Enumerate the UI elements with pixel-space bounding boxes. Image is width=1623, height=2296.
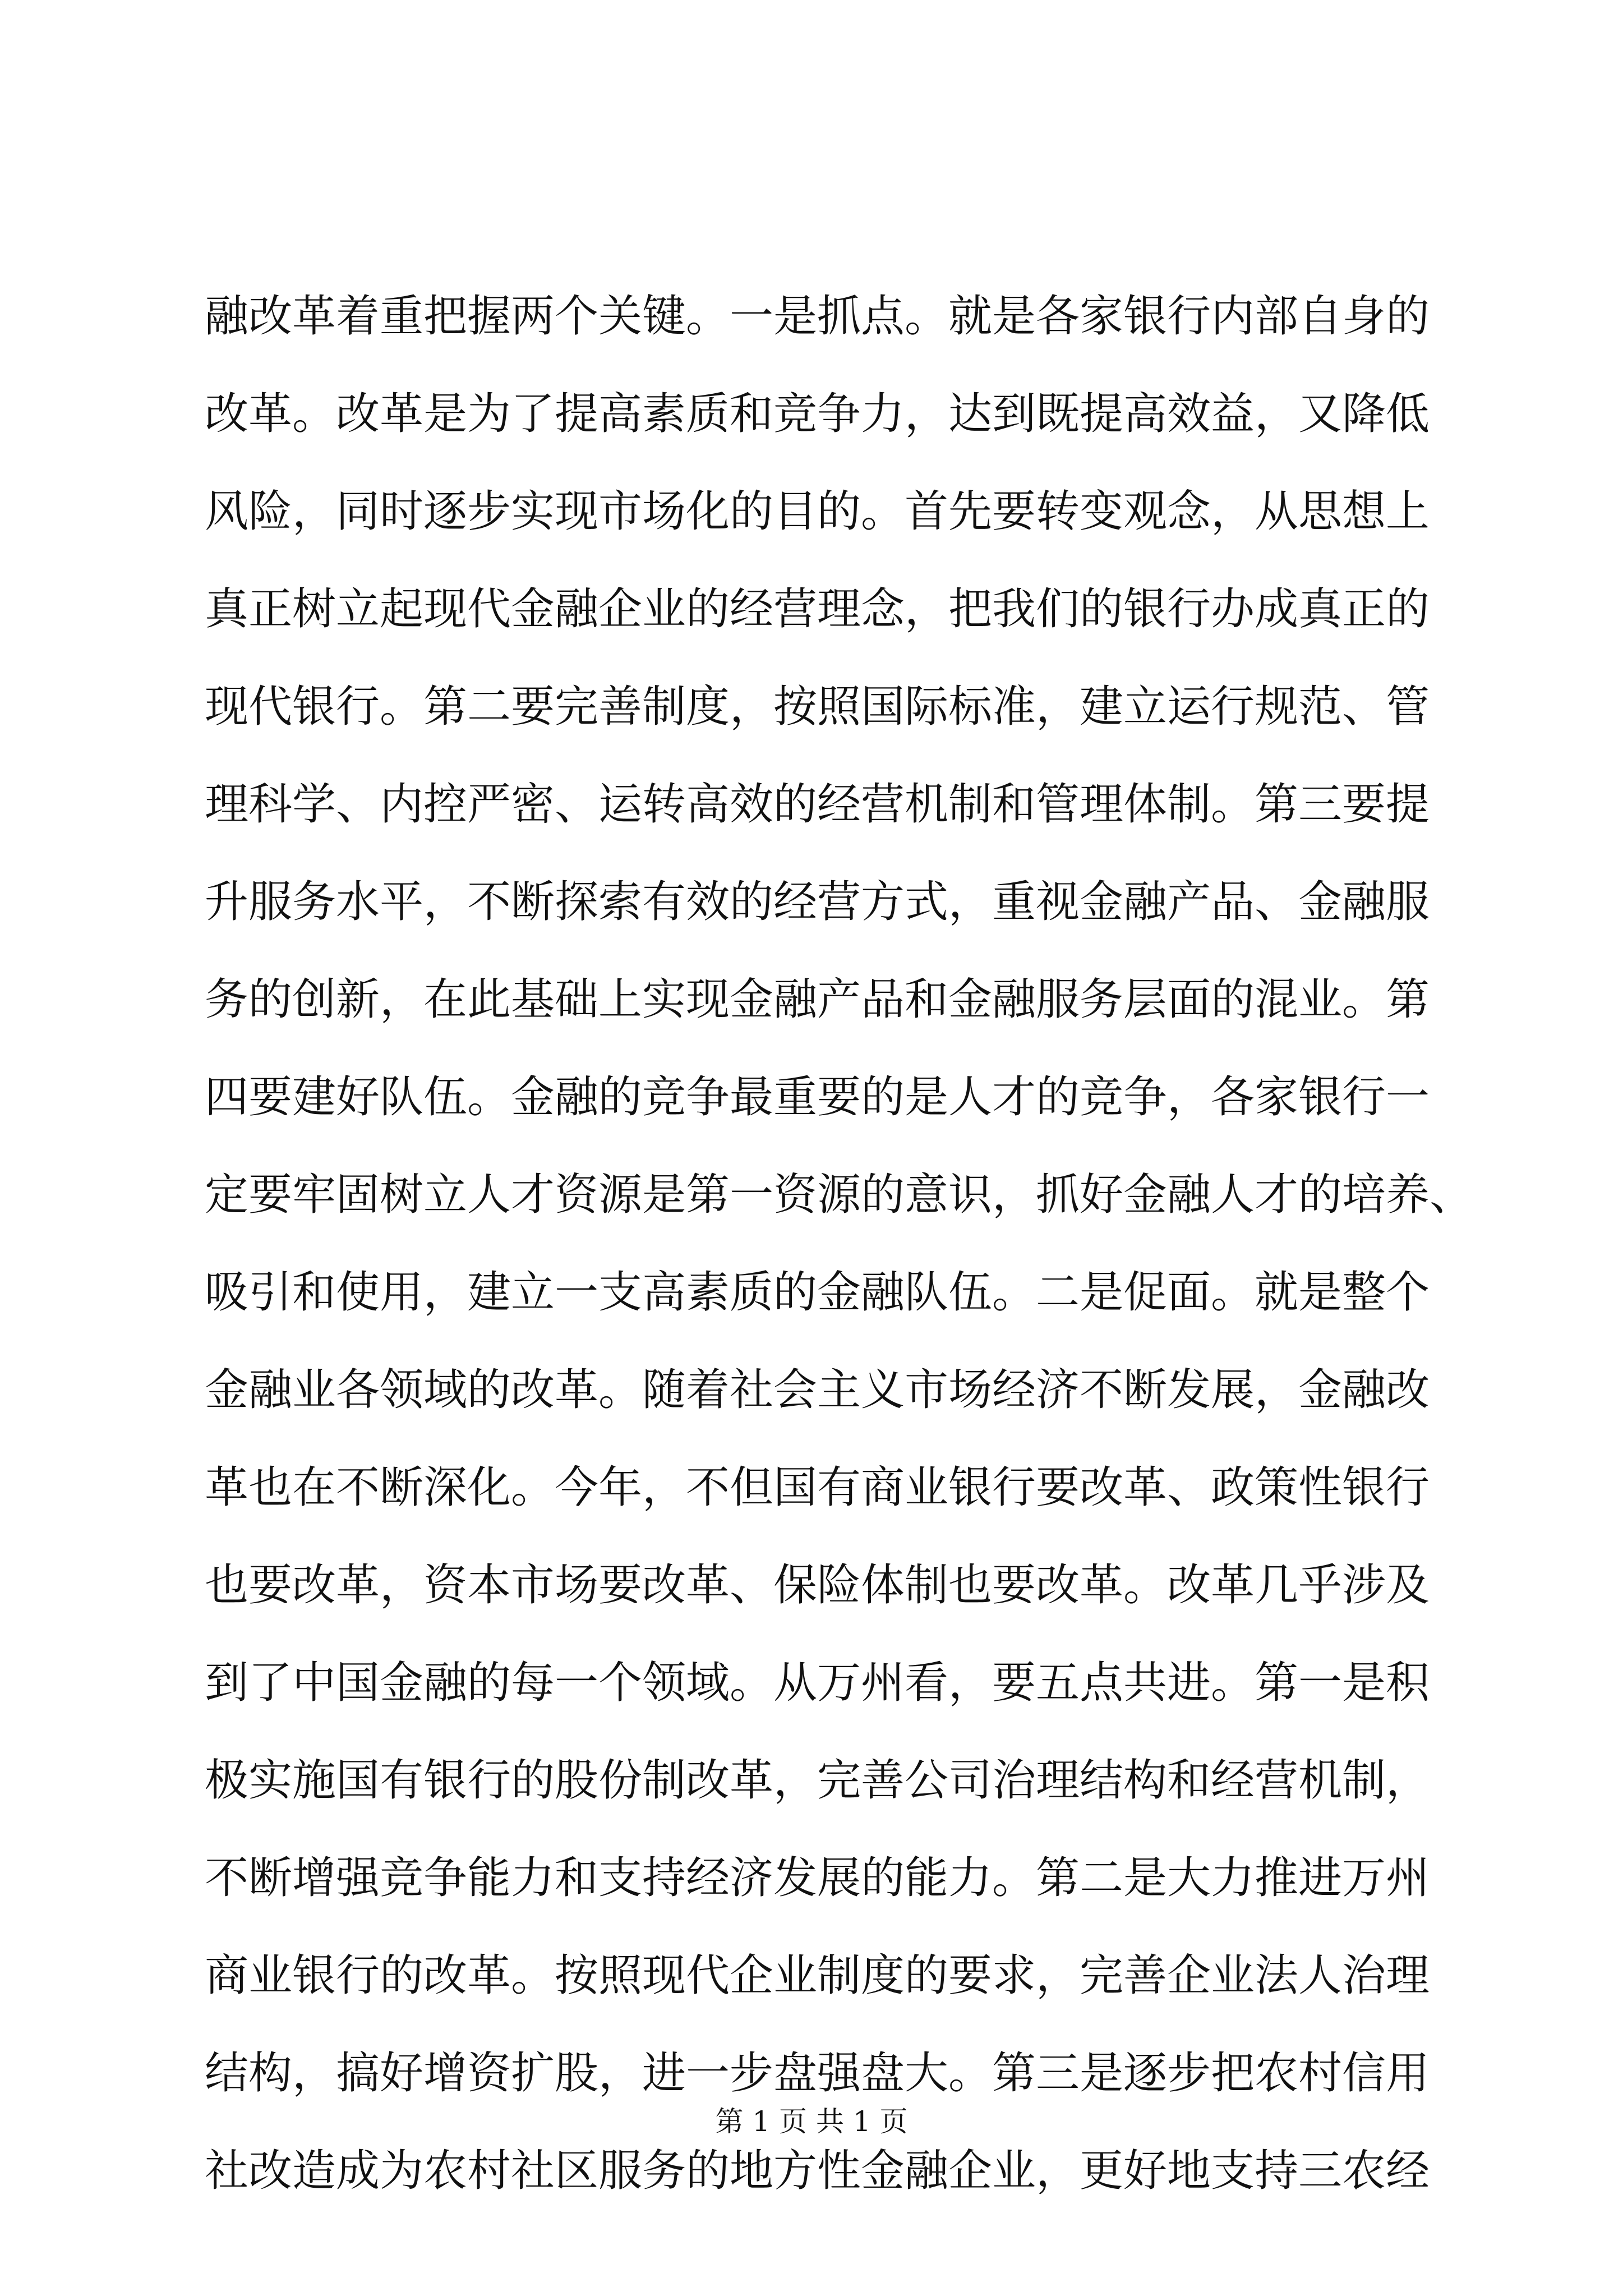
text-line: 也要改革，资本市场要改革、保险体制也要改革。改革几乎涉及 (205, 1560, 1430, 1611)
text-line: 理科学、内控严密、运转高效的经营机制和管理体制。第三要提 (205, 779, 1430, 830)
text-line: 定要牢固树立人才资源是第一资源的意识，抓好金融人才的培养、 (205, 1170, 1474, 1220)
text-line: 金融业各领域的改革。随着社会主义市场经济不断发展，金融改 (205, 1365, 1430, 1415)
text-line: 现代银行。第二要完善制度，按照国际标准，建立运行规范、管 (205, 682, 1430, 732)
text-line: 极实施国有银行的股份制改革，完善公司治理结构和经营机制， (205, 1755, 1430, 1806)
text-line: 务的创新，在此基础上实现金融产品和金融服务层面的混业。第 (205, 974, 1430, 1025)
text-line: 升服务水平，不断探索有效的经营方式，重视金融产品、金融服 (205, 877, 1430, 927)
text-line: 四要建好队伍。金融的竞争最重要的是人才的竞争，各家银行一 (205, 1072, 1430, 1122)
text-line: 商业银行的改革。按照现代企业制度的要求，完善企业法人治理 (205, 1950, 1430, 2001)
text-line: 风险，同时逐步实现市场化的目的。首先要转变观念，从思想上 (205, 486, 1430, 537)
text-line: 改革。改革是为了提高素质和竞争力，达到既提高效益，又降低 (205, 389, 1430, 439)
text-line: 到了中国金融的每一个领域。从万州看，要五点共进。第一是积 (205, 1658, 1430, 1708)
text-line: 不断增强竞争能力和支持经济发展的能力。第二是大力推进万州 (205, 1853, 1430, 1903)
text-line: 革也在不断深化。今年，不但国有商业银行要改革、政策性银行 (205, 1462, 1430, 1513)
page-footer (0, 2105, 1623, 2138)
body-text (205, 268, 1474, 2220)
text-line: 结构，搞好增资扩股，进一步盘强盘大。第三是逐步把农村信用 (205, 2048, 1430, 2099)
text-line: 社改造成为农村社区服务的地方性金融企业，更好地支持三农经 (205, 2146, 1430, 2196)
text-line: 真正树立起现代金融企业的经营理念，把我们的银行办成真正的 (205, 584, 1430, 634)
page-number-label: 第 1 页 共 1 页 (715, 2105, 908, 2138)
text-line: 吸引和使用，建立一支高素质的金融队伍。二是促面。就是整个 (205, 1267, 1430, 1318)
text-line: 融改革着重把握两个关键。一是抓点。就是各家银行内部自身的 (205, 291, 1430, 342)
